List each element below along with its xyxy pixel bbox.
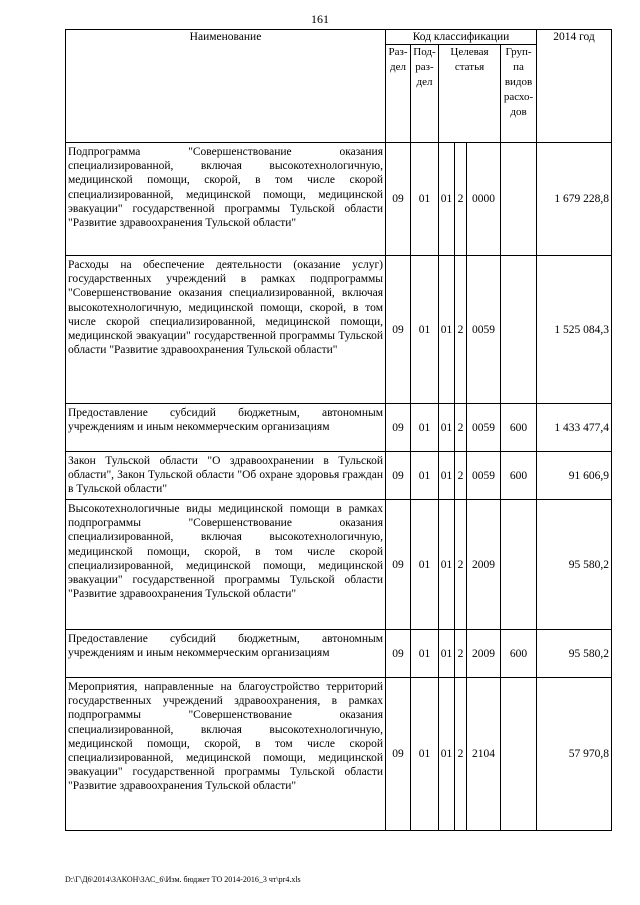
row-expense-type: 600 [501,630,537,678]
header-celevaya: Целевая статья [439,45,501,143]
row-podrazdel: 01 [411,630,439,678]
row-target-program: 01 [439,143,455,256]
row-target-direction: 2009 [467,630,501,678]
row-podrazdel: 01 [411,256,439,404]
row-razdel: 09 [386,404,411,452]
table-row [66,678,612,831]
row-target-subprogram: 2 [455,630,467,678]
row-podrazdel: 01 [411,452,439,500]
budget-table [65,29,612,831]
row-target-subprogram: 2 [455,404,467,452]
row-amount-2014: 95 580,2 [537,630,612,678]
row-target-subprogram: 2 [455,256,467,404]
table-row [66,500,612,630]
row-expense-type [501,678,537,831]
row-name: Расходы на обеспечение деятельности (оказание услуг) государственных учреждений в рамках подпрограммы "Совершенствование оказания специализированной, включая высокотехнологичную, медицинской помощи, скорой, в том числе скорой специализированной, медицинской помощи, медицинской эвакуации" государственной программы Тульской области "Развитие здравоохранения Тульской области" [66,256,386,404]
row-expense-type [501,143,537,256]
row-expense-type [501,256,537,404]
row-target-program: 01 [439,452,455,500]
row-target-direction: 0059 [467,452,501,500]
row-podrazdel: 01 [411,500,439,630]
row-razdel: 09 [386,452,411,500]
header-classification: Код классификации [386,30,537,45]
row-amount-2014: 1 525 084,3 [537,256,612,404]
header-year: 2014 год [537,30,612,143]
file-path-footer: D:\Г\Д6\2014\ЗАКОН\ЗАС_6\Изм. бюджет ТО 2014-2016_3 чт\pr4.xls [65,875,301,884]
row-podrazdel: 01 [411,143,439,256]
table-row [66,630,612,678]
row-target-program: 01 [439,678,455,831]
row-name: Мероприятия, направленные на благоустройство территорий государственных учреждений здравоохранения, в рамках подпрограммы "Совершенствование оказания специализированной, включая высокотехнологичную, медицинской помощи, скорой, в том числе скорой специализированной, медицинской помощи, медицинской эвакуации" государственной программы Тульской области "Развитие здравоохранения Тульской области" [66,678,386,831]
table-row [66,256,612,404]
row-target-direction: 0059 [467,256,501,404]
row-expense-type [501,500,537,630]
row-expense-type: 600 [501,404,537,452]
row-target-program: 01 [439,500,455,630]
row-razdel: 09 [386,678,411,831]
row-target-subprogram: 2 [455,678,467,831]
row-podrazdel: 01 [411,678,439,831]
table-row [66,404,612,452]
row-name: Закон Тульской области "О здравоохранении в Тульской области", Закон Тульской области "Об охране здоровья граждан в Тульской области" [66,452,386,500]
row-amount-2014: 1 679 228,8 [537,143,612,256]
row-amount-2014: 57 970,8 [537,678,612,831]
row-target-direction: 2104 [467,678,501,831]
row-target-program: 01 [439,630,455,678]
row-razdel: 09 [386,143,411,256]
page-number: 161 [311,12,329,26]
row-amount-2014: 1 433 477,4 [537,404,612,452]
row-target-direction: 2009 [467,500,501,630]
row-target-subprogram: 2 [455,500,467,630]
row-razdel: 09 [386,256,411,404]
row-podrazdel: 01 [411,404,439,452]
header-vid: Груп- па видов расхо- дов [501,45,537,143]
row-expense-type: 600 [501,452,537,500]
header-razdel: Раз- дел [386,45,411,143]
row-target-subprogram: 2 [455,143,467,256]
row-amount-2014: 91 606,9 [537,452,612,500]
row-razdel: 09 [386,500,411,630]
row-name: Предоставление субсидий бюджетным, автономным учреждениям и иным некоммерческим организациям [66,630,386,678]
row-name: Предоставление субсидий бюджетным, автономным учреждениям и иным некоммерческим организациям [66,404,386,452]
row-target-direction: 0000 [467,143,501,256]
row-amount-2014: 95 580,2 [537,500,612,630]
table-row [66,452,612,500]
row-name: Подпрограмма "Совершенствование оказания специализированной, включая высокотехнологичную, медицинской помощи, скорой, в том числе скорой специализированной, медицинской помощи, медицинской эвакуации" государственной программы Тульской области "Развитие здравоохранения Тульской области" [66,143,386,256]
row-target-program: 01 [439,256,455,404]
table-row [66,143,612,256]
row-name: Высокотехнологичные виды медицинской помощи в рамках подпрограммы "Совершенствование оказания специализированной, включая высокотехнологичную, медицинской помощи, скорой, в том числе скорой специализированной, медицинской помощи, медицинской эвакуации" государственной программы Тульской области "Развитие здравоохранения Тульской области" [66,500,386,630]
row-razdel: 09 [386,630,411,678]
row-target-subprogram: 2 [455,452,467,500]
header-name: Наименование [66,30,386,143]
row-target-program: 01 [439,404,455,452]
header-podrazdel: Под- раз- дел [411,45,439,143]
row-target-direction: 0059 [467,404,501,452]
